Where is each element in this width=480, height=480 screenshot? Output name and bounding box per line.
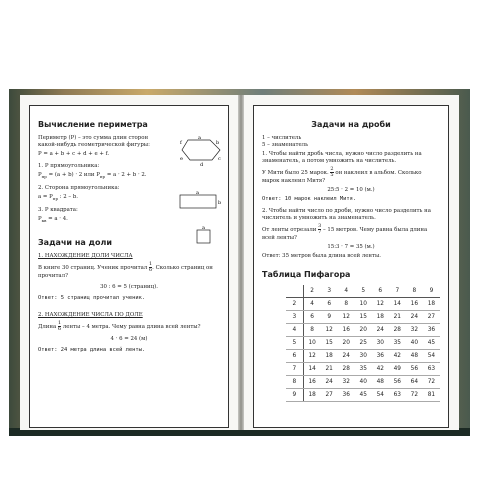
table-cell: 36 xyxy=(338,389,355,402)
table-row xyxy=(286,376,440,389)
table-cell: 18 xyxy=(303,389,321,402)
formula-sub: пр xyxy=(99,174,106,180)
table-cell: 18 xyxy=(321,350,338,363)
table-cell: 30 xyxy=(372,337,389,350)
task2-title: 2. НАХОЖДЕНИЕ ЧИСЛА ПО ДОЛЕ xyxy=(38,312,143,319)
task-text: В книге 30 страниц. Ученик прочитал xyxy=(38,265,148,272)
hexagon-label-b: b xyxy=(216,140,220,146)
table-cell: 9 xyxy=(286,389,303,402)
table-cell: 81 xyxy=(423,389,440,402)
table-cell: 20 xyxy=(355,324,372,337)
table-cell: 4 xyxy=(286,324,303,337)
table-cell: 56 xyxy=(389,376,406,389)
table-cell: 40 xyxy=(355,376,372,389)
square-diagram xyxy=(195,224,219,246)
table-cell: 12 xyxy=(303,350,321,363)
rectangle-perimeter-formula xyxy=(38,172,220,180)
table-cell: 8 xyxy=(303,324,321,337)
fraction-legend xyxy=(262,135,440,149)
formula-part: = (a + b) · 2 или P xyxy=(46,172,100,178)
legend-numerator-text: – числитель xyxy=(267,135,302,141)
task-text: он наклеил в альбом. Сколько марок наклеил Митя? xyxy=(262,170,422,184)
table-row xyxy=(286,389,440,402)
table-cell: 54 xyxy=(423,350,440,363)
legend-denominator: 5 xyxy=(262,142,266,148)
task-text: – 15 метров. Чему равна была длина всей ленты? xyxy=(262,227,428,241)
table-cell: 24 xyxy=(406,311,423,324)
hexagon-shape xyxy=(182,140,220,160)
rule2-calc: 15:3 · 7 = 35 (м.) xyxy=(327,244,375,250)
rectangle-label-a: a xyxy=(196,190,199,196)
rule2-text: 2. Чтобы найти число по дроби, нужно число разделить на числитель и умножить на знаменатель. xyxy=(262,208,431,221)
rule1-task xyxy=(262,167,440,185)
table-cell: 8 xyxy=(338,298,355,311)
table-cell: 64 xyxy=(406,376,423,389)
square-shape xyxy=(197,230,210,243)
table-cell: 7 xyxy=(389,285,406,298)
formula-part: P xyxy=(38,172,42,178)
table-cell: 12 xyxy=(372,298,389,311)
rectangle-shape xyxy=(180,195,216,208)
fraction xyxy=(318,224,321,235)
table-cell: 8 xyxy=(286,376,303,389)
hexagon-label-a: a xyxy=(198,136,201,141)
table-cell: 10 xyxy=(355,298,372,311)
perimeter-intro: Периметр (P) – это сумма длин сторон какой-нибудь геометрической фигуры: xyxy=(38,135,150,148)
table-cell: 8 xyxy=(406,285,423,298)
hexagon-label-e: e xyxy=(180,156,183,162)
table-cell: 49 xyxy=(389,363,406,376)
table-cell: 40 xyxy=(406,337,423,350)
table-cell: 16 xyxy=(406,298,423,311)
table-cell: 4 xyxy=(338,285,355,298)
denominator: 5 xyxy=(330,172,334,178)
rectangle-label-b: b xyxy=(218,200,222,206)
book-spine xyxy=(238,95,244,430)
table-cell: 28 xyxy=(338,363,355,376)
square-perimeter-title: 3. P квадрата: xyxy=(38,207,78,214)
table-cell: 35 xyxy=(389,337,406,350)
table-row xyxy=(286,324,440,337)
denominator: 6 xyxy=(148,267,153,274)
table-cell: 36 xyxy=(423,324,440,337)
table-cell: 14 xyxy=(303,363,321,376)
table-cell: 30 xyxy=(355,350,372,363)
table-row xyxy=(286,311,440,324)
table-cell: 6 xyxy=(321,298,338,311)
table-row xyxy=(286,337,440,350)
table-cell: 28 xyxy=(389,324,406,337)
formula-part: a = P xyxy=(38,194,53,201)
table-cell: 6 xyxy=(286,350,303,363)
formula-part: = a · 2 + b · 2. xyxy=(105,172,147,178)
numerator: 1 xyxy=(148,261,153,268)
numerator: 1 xyxy=(57,320,62,327)
table-cell: 6 xyxy=(372,285,389,298)
rectangle-side-title: 2. Сторона прямоугольника: xyxy=(38,185,120,192)
table-cell: 48 xyxy=(372,376,389,389)
table-cell: 32 xyxy=(338,376,355,389)
table-cell: 35 xyxy=(355,363,372,376)
fraction xyxy=(58,321,61,332)
notebook-spread xyxy=(9,89,470,436)
rule1-text: 1. Чтобы найти дробь числа, нужно число разделить на знаменатель, а потом умножить на числитель. xyxy=(262,151,422,164)
hexagon-label-c: c xyxy=(218,156,221,162)
table-cell: 15 xyxy=(355,311,372,324)
table-cell: 12 xyxy=(338,311,355,324)
table-cell: 24 xyxy=(321,376,338,389)
table-cell: 45 xyxy=(423,337,440,350)
task-text: Длина xyxy=(38,324,57,331)
task2-calc: 4 · 6 = 24 (м) xyxy=(110,336,148,343)
table-cell: 3 xyxy=(321,285,338,298)
table-cell: 4 xyxy=(303,298,321,311)
task1-text xyxy=(38,262,220,280)
table-cell: 21 xyxy=(321,363,338,376)
table-cell: 16 xyxy=(338,324,355,337)
square-perimeter-formula xyxy=(38,216,220,224)
table-cell: 9 xyxy=(321,311,338,324)
formula-sub: пр xyxy=(52,196,59,202)
table-cell: 48 xyxy=(406,350,423,363)
task-text: От ленты отрезали xyxy=(262,227,317,233)
table-cell: 63 xyxy=(423,363,440,376)
table-cell: 56 xyxy=(406,363,423,376)
fraction xyxy=(330,167,333,178)
table-cell: 5 xyxy=(355,285,372,298)
table-cell: 45 xyxy=(355,389,372,402)
table-row xyxy=(286,363,440,376)
table-row xyxy=(286,350,440,363)
table-cell: 54 xyxy=(372,389,389,402)
denominator: 7 xyxy=(318,229,322,235)
table-row xyxy=(286,298,440,311)
task2-answer: Ответ: 24 метра длина всей ленты. xyxy=(38,347,146,354)
table-cell: 20 xyxy=(338,337,355,350)
table-cell: 27 xyxy=(321,389,338,402)
task2-text xyxy=(38,321,220,332)
table-cell: 10 xyxy=(303,337,321,350)
hexagon-diagram xyxy=(180,136,226,166)
formula-sub: кв xyxy=(41,218,47,224)
rectangle-perimeter-title: 1. P прямоугольника: xyxy=(38,163,100,169)
table-cell: 6 xyxy=(303,311,321,324)
numerator: 3 xyxy=(318,223,322,229)
formula-part: P xyxy=(38,216,42,223)
table-cell: 32 xyxy=(406,324,423,337)
rule2-answer: Ответ: 35 метров была длина всей ленты. xyxy=(262,253,382,259)
perimeter-heading: Вычисление периметра xyxy=(38,120,148,129)
table-cell: 36 xyxy=(372,350,389,363)
table-cell: 14 xyxy=(389,298,406,311)
rule2-task xyxy=(262,224,440,242)
task1-calc: 30 : 6 = 5 (страниц). xyxy=(100,284,158,291)
task1-title: 1. НАХОЖДЕНИЕ ДОЛИ ЧИСЛА xyxy=(38,253,133,260)
formula-part: = a · 4. xyxy=(46,216,68,223)
legend-denominator-text: – знаменатель xyxy=(267,142,309,148)
rule1-calc: 25:5 · 2 = 10 (м.) xyxy=(327,187,375,193)
task-text: У Мити было 25 марок. xyxy=(262,170,329,176)
formula-sub: пр xyxy=(41,174,47,180)
perimeter-formula: P = a + b + c + d + e + f. xyxy=(38,151,110,157)
task-text: . Сколько страниц он прочитал? xyxy=(38,265,213,280)
left-reference-panel xyxy=(29,105,229,428)
table-cell: 2 xyxy=(303,285,321,298)
fractions-heading: Задачи на доли xyxy=(38,238,112,248)
task1-answer: Ответ: 5 страниц прочитал ученик. xyxy=(38,295,146,302)
table-cell: 42 xyxy=(389,350,406,363)
table-cell: 16 xyxy=(303,376,321,389)
table-cell: 72 xyxy=(423,376,440,389)
hexagon-label-d: d xyxy=(200,162,204,166)
hexagon-label-f: f xyxy=(180,140,182,146)
square-label-a: a xyxy=(202,225,205,231)
legend-numerator: 1 xyxy=(262,135,266,141)
table-cell: 3 xyxy=(286,311,303,324)
table-cell: 42 xyxy=(372,363,389,376)
table-cell: 63 xyxy=(389,389,406,402)
table-cell: 5 xyxy=(286,337,303,350)
fraction-tasks-heading: Задачи на дроби xyxy=(311,120,391,129)
table-cell: 18 xyxy=(423,298,440,311)
table-cell: 12 xyxy=(321,324,338,337)
table-cell: 24 xyxy=(338,350,355,363)
rule1-answer: Ответ: 10 марок наклеил Митя. xyxy=(262,196,357,202)
right-reference-panel xyxy=(253,105,449,428)
table-row xyxy=(286,285,440,298)
table-cell: 25 xyxy=(355,337,372,350)
table-cell: 18 xyxy=(372,311,389,324)
table-cell: 9 xyxy=(423,285,440,298)
formula-part: : 2 – b. xyxy=(58,194,78,201)
table-cell: 7 xyxy=(286,363,303,376)
table-cell xyxy=(286,285,303,298)
numerator: 2 xyxy=(330,166,334,172)
denominator: 6 xyxy=(57,326,62,333)
pythagoras-table xyxy=(286,285,440,402)
table-cell: 15 xyxy=(321,337,338,350)
table-cell: 24 xyxy=(372,324,389,337)
rectangle-diagram xyxy=(178,189,224,213)
task-text: ленты – 4 метра. Чему равна длина всей ленты? xyxy=(62,324,201,331)
table-cell: 2 xyxy=(286,298,303,311)
table-cell: 21 xyxy=(389,311,406,324)
pythagoras-heading: Таблица Пифагора xyxy=(262,270,351,279)
table-cell: 72 xyxy=(406,389,423,402)
table-cell: 27 xyxy=(423,311,440,324)
